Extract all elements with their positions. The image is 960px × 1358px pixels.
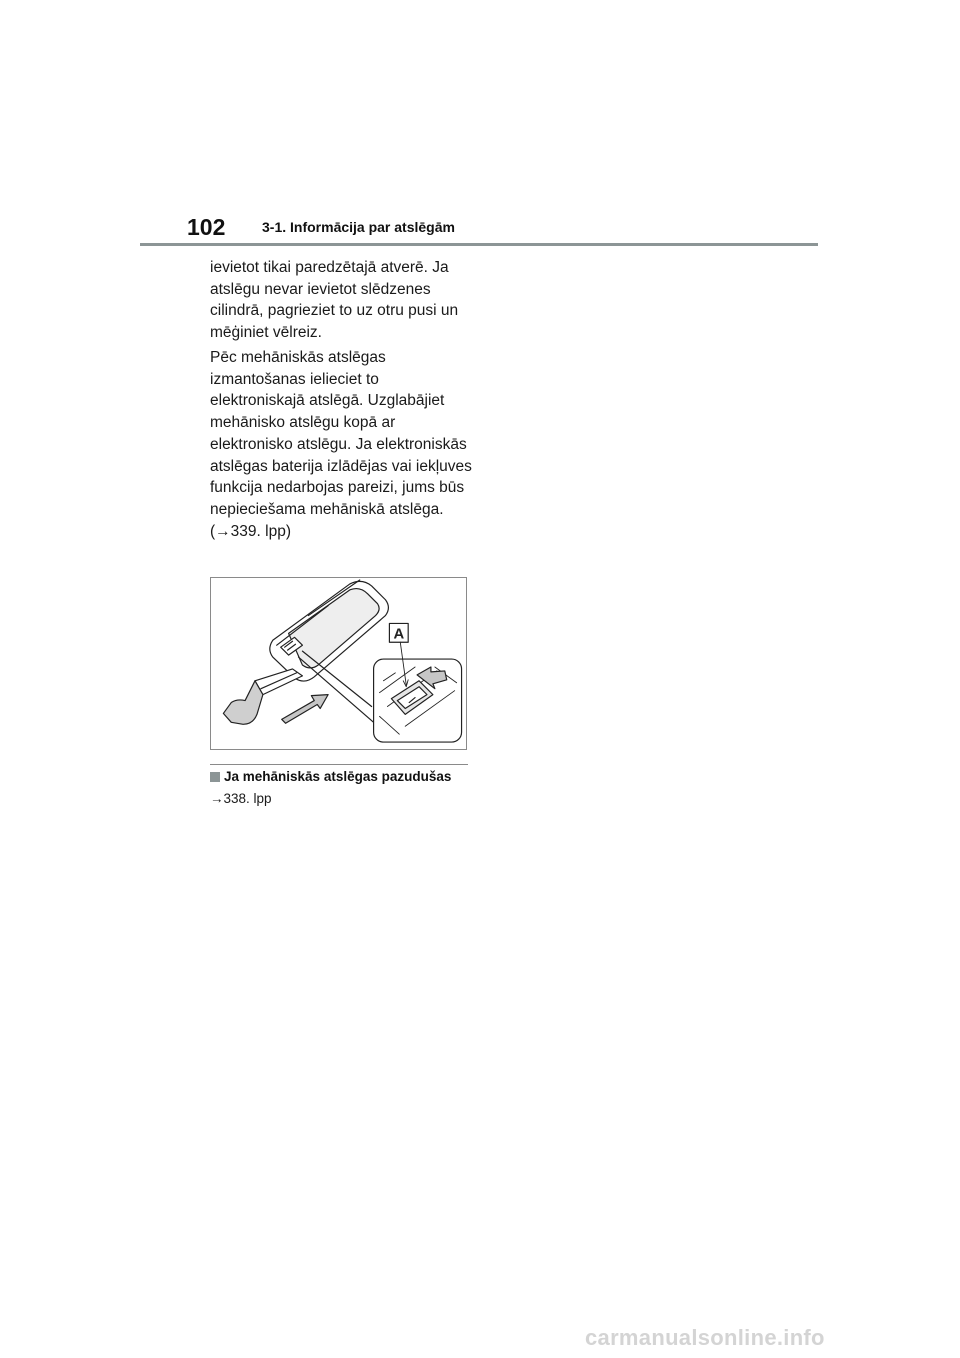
key-illustration xyxy=(210,577,467,750)
subsection-heading xyxy=(210,769,451,784)
subsection-reference: →338. lpp xyxy=(210,791,272,806)
key-illustration-drawing xyxy=(211,578,466,749)
header-rule xyxy=(140,243,818,246)
watermark: carmanualsonline.info xyxy=(585,1325,825,1350)
body-paragraph-2 xyxy=(210,347,475,542)
body-paragraph-1 xyxy=(210,257,475,344)
section-title: 3-1. Informācija par atslēgām xyxy=(262,219,455,235)
subsection-rule xyxy=(210,764,468,765)
callout-label-a: A xyxy=(393,626,405,643)
paragraph-text: Pēc mehāniskās atslēgas izmantošanas ielieciet to elektroniskajā atslēgā. Uzglabājiet mehānisko atslēgu kopā ar elektronisko atslēgu. Ja elektroniskās atslēgas baterija izlādējas vai iekļuves funkcija nedarbojas pareizi, jums būs nepieciešama mehāniskā atslēga. xyxy=(210,349,472,518)
subsection-heading-text: Ja mehāniskās atslēgas pazudušas xyxy=(224,769,452,784)
page-number: 102 xyxy=(187,214,226,240)
paragraph-text: ievietot tikai paredzētajā atverē. Ja atslēgu nevar ievietot slēdzenes cilindrā, pagrieziet to uz otru pusi un mēģiniet vēlreiz. xyxy=(210,259,459,342)
page-reference: (→339. lpp) xyxy=(210,522,291,540)
square-bullet-icon xyxy=(210,772,220,782)
